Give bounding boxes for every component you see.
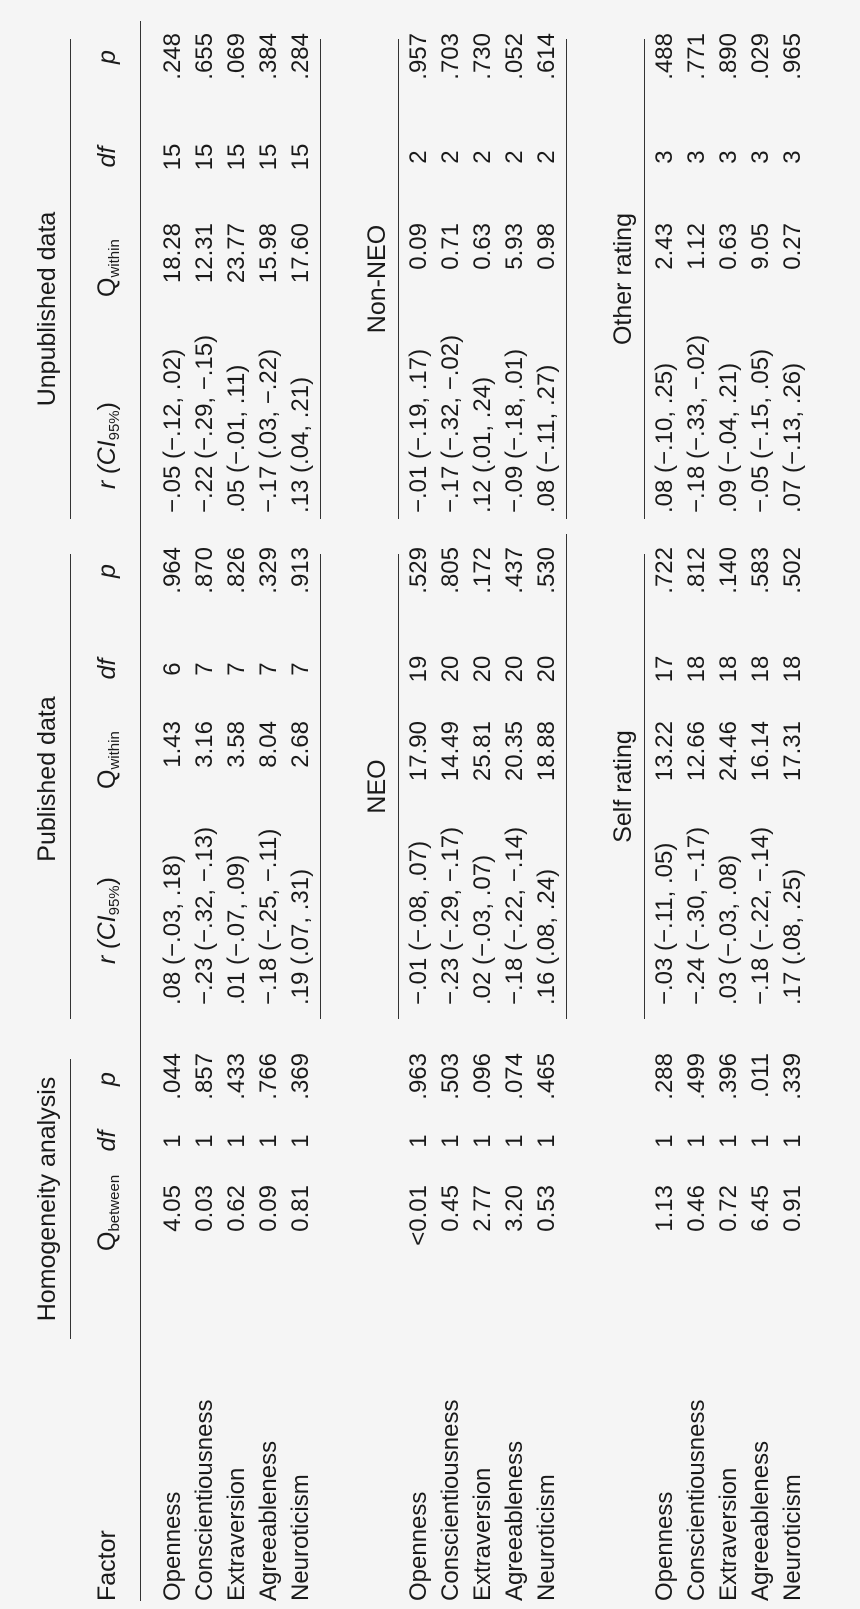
unpub-r-cell: .12 (.01, .24) — [469, 376, 496, 513]
pub-df-cell: 7 — [287, 662, 314, 676]
unpub-df-cell: 2 — [437, 150, 464, 164]
pub-q-cell: 1.43 — [159, 721, 186, 768]
unpub-r-cell: −.17 (−.32, −.02) — [437, 334, 464, 513]
pub-r-cell: .17 (.08, .25) — [779, 868, 806, 1005]
col-header-factor: Factor — [93, 1530, 121, 1601]
pub-r-cell: −.23 (−.32, −.13) — [191, 826, 218, 1005]
col-header-pub-q: $Q_{within}$ — [93, 731, 123, 789]
unpub-df-cell: 15 — [287, 143, 314, 171]
pub-p-cell: .502 — [779, 547, 806, 594]
section-label-published: NEO — [363, 759, 391, 814]
df-cell: 1 — [501, 1134, 528, 1148]
q-between-cell: 0.45 — [437, 1185, 464, 1232]
section-label-unpublished: Other rating — [609, 213, 637, 346]
section-rule — [398, 554, 399, 1019]
col-header-unpub-df: df — [93, 146, 121, 168]
pub-q-cell: 24.46 — [715, 721, 742, 782]
pub-df-cell: 18 — [715, 655, 742, 683]
df-cell: 1 — [405, 1134, 432, 1148]
factor-cell: Conscientiousness — [437, 1399, 464, 1601]
p-cell: .096 — [469, 1053, 496, 1100]
pub-df-cell: 20 — [437, 655, 464, 683]
pub-q-cell: 25.81 — [469, 721, 496, 782]
p-cell: .433 — [223, 1053, 250, 1100]
col-header-pub-r: r $(CI_{95\%})$ — [93, 877, 123, 964]
p-cell: .963 — [405, 1053, 432, 1100]
group-header-homogeneity: Homogeneity analysis — [33, 1076, 61, 1322]
factor-cell: Neuroticism — [287, 1474, 314, 1601]
p-cell: .503 — [437, 1053, 464, 1100]
factor-cell: Extraversion — [223, 1467, 250, 1601]
pub-r-cell: −.24 (−.30, −.17) — [683, 826, 710, 1005]
df-cell: 1 — [533, 1134, 560, 1148]
pub-df-cell: 20 — [501, 655, 528, 683]
unpub-q-cell: 15.98 — [255, 223, 282, 284]
pub-df-cell: 6 — [159, 662, 186, 676]
unpub-df-cell: 2 — [501, 150, 528, 164]
unpub-r-cell: .07 (−.13, .26) — [779, 362, 806, 513]
pub-p-cell: .826 — [223, 547, 250, 594]
factor-cell: Neuroticism — [779, 1474, 806, 1601]
unpub-df-cell: 3 — [747, 150, 774, 164]
pub-df-cell: 19 — [405, 655, 432, 683]
unpub-r-cell: −.22 (−.29, −.15) — [191, 334, 218, 513]
pub-p-cell: .812 — [683, 547, 710, 594]
pub-df-cell: 7 — [223, 662, 250, 676]
df-cell: 1 — [191, 1134, 218, 1148]
pub-r-cell: .03 (−.03, .08) — [715, 854, 742, 1005]
q-between-cell: 3.20 — [501, 1185, 528, 1232]
unpub-q-cell: 12.31 — [191, 223, 218, 284]
col-header-df: df — [93, 1130, 121, 1152]
p-cell: .465 — [533, 1053, 560, 1100]
pub-df-cell: 17 — [651, 655, 678, 683]
unpub-df-cell: 15 — [159, 143, 186, 171]
pub-p-cell: .172 — [469, 547, 496, 594]
q-between-cell: 0.72 — [715, 1185, 742, 1232]
pub-p-cell: .913 — [287, 547, 314, 594]
p-cell: .766 — [255, 1053, 282, 1100]
q-between-cell: 0.81 — [287, 1185, 314, 1232]
unpub-df-cell: 3 — [651, 150, 678, 164]
df-cell: 1 — [651, 1134, 678, 1148]
p-cell: .339 — [779, 1053, 806, 1100]
unpub-df-cell: 15 — [255, 143, 282, 171]
pub-df-cell: 20 — [533, 655, 560, 683]
q-between-cell: 2.77 — [469, 1185, 496, 1232]
pub-r-cell: .01 (−.07, .09) — [223, 854, 250, 1005]
col-header-q-between: $Q_{between}$ — [93, 1174, 123, 1251]
p-cell: .499 — [683, 1053, 710, 1100]
pub-r-cell: −.23 (−.29, −.17) — [437, 826, 464, 1005]
col-header-unpub-r: r $(CI_{95\%})$ — [93, 402, 123, 489]
factor-cell: Agreeableness — [747, 1440, 774, 1601]
pub-p-cell: .964 — [159, 547, 186, 594]
factor-cell: Conscientiousness — [191, 1399, 218, 1601]
unpub-df-cell: 15 — [191, 143, 218, 171]
unpub-p-cell: .890 — [715, 33, 742, 80]
df-cell: 1 — [223, 1134, 250, 1148]
df-cell: 1 — [683, 1134, 710, 1148]
unpub-r-cell: .13 (.04, .21) — [287, 376, 314, 513]
unpub-p-cell: .488 — [651, 33, 678, 80]
section-rule — [566, 534, 567, 1019]
col-header-p: p — [93, 1072, 121, 1086]
pub-r-cell: .19 (.07, .31) — [287, 868, 314, 1005]
pub-q-cell: 12.66 — [683, 721, 710, 782]
q-between-cell: 0.53 — [533, 1185, 560, 1232]
rule-homogeneity — [70, 1059, 71, 1339]
p-cell: .369 — [287, 1053, 314, 1100]
pub-q-cell: 17.90 — [405, 721, 432, 782]
pub-r-cell: −.18 (−.22, −.14) — [501, 826, 528, 1005]
unpub-p-cell: .384 — [255, 33, 282, 80]
factor-cell: Conscientiousness — [683, 1399, 710, 1601]
unpub-r-cell: .08 (−.11, .27) — [533, 364, 560, 513]
pub-p-cell: .437 — [501, 547, 528, 594]
q-between-cell: <0.01 — [405, 1185, 432, 1246]
pub-p-cell: .140 — [715, 547, 742, 594]
factor-cell: Agreeableness — [255, 1440, 282, 1601]
pub-p-cell: .805 — [437, 547, 464, 594]
col-header-pub-df: df — [93, 658, 121, 680]
unpub-p-cell: .614 — [533, 33, 560, 80]
df-cell: 1 — [255, 1134, 282, 1148]
rule-unpublished — [70, 39, 71, 519]
unpub-p-cell: .703 — [437, 33, 464, 80]
section-rule — [644, 554, 645, 1019]
unpub-q-cell: 18.28 — [159, 223, 186, 284]
unpub-p-cell: .771 — [683, 33, 710, 80]
unpub-p-cell: .248 — [159, 33, 186, 80]
df-cell: 1 — [287, 1134, 314, 1148]
unpub-q-cell: 0.09 — [405, 223, 432, 270]
unpub-r-cell: .05 (−.01, .11) — [223, 364, 250, 513]
unpub-r-cell: −.17 (.03, −.22) — [255, 348, 282, 513]
unpub-q-cell: 0.27 — [779, 223, 806, 270]
q-between-cell: 0.09 — [255, 1185, 282, 1232]
unpub-r-cell: −.05 (−.15, .05) — [747, 348, 774, 513]
unpub-r-cell: −.09 (−.18, .01) — [501, 348, 528, 513]
unpub-q-cell: 1.12 — [683, 223, 710, 270]
unpub-p-cell: .029 — [747, 33, 774, 80]
pub-r-cell: −.18 (−.22, −.14) — [747, 826, 774, 1005]
unpub-df-cell: 2 — [405, 150, 432, 164]
section-rule — [566, 39, 567, 519]
q-between-cell: 0.91 — [779, 1185, 806, 1232]
unpub-q-cell: 0.63 — [469, 223, 496, 270]
p-cell: .044 — [159, 1053, 186, 1100]
rule-published — [70, 554, 71, 1019]
unpub-df-cell: 2 — [533, 150, 560, 164]
unpub-p-cell: .655 — [191, 33, 218, 80]
unpub-df-cell: 15 — [223, 143, 250, 171]
pub-q-cell: 13.22 — [651, 721, 678, 782]
q-between-cell: 6.45 — [747, 1185, 774, 1232]
section-rule — [320, 554, 321, 1019]
q-between-cell: 4.05 — [159, 1185, 186, 1232]
header-rule — [140, 21, 141, 1601]
pub-df-cell: 20 — [469, 655, 496, 683]
unpub-r-cell: .09 (−.04, .21) — [715, 362, 742, 513]
df-cell: 1 — [715, 1134, 742, 1148]
q-between-cell: 0.03 — [191, 1185, 218, 1232]
factor-cell: Neuroticism — [533, 1474, 560, 1601]
section-label-published: Self rating — [609, 730, 637, 843]
p-cell: .011 — [747, 1053, 774, 1098]
pub-q-cell: 3.16 — [191, 721, 218, 768]
unpub-q-cell: 0.71 — [437, 223, 464, 270]
pub-df-cell: 7 — [191, 662, 218, 676]
p-cell: .857 — [191, 1053, 218, 1100]
unpub-q-cell: 5.93 — [501, 223, 528, 270]
unpub-p-cell: .957 — [405, 33, 432, 80]
pub-p-cell: .529 — [405, 547, 432, 594]
p-cell: .288 — [651, 1053, 678, 1100]
pub-p-cell: .583 — [747, 547, 774, 594]
pub-q-cell: 3.58 — [223, 721, 250, 768]
pub-p-cell: .870 — [191, 547, 218, 594]
factor-cell: Openness — [651, 1491, 678, 1601]
p-cell: .396 — [715, 1053, 742, 1100]
col-header-unpub-q: $Q_{within}$ — [93, 239, 123, 297]
pub-df-cell: 18 — [779, 655, 806, 683]
unpub-p-cell: .284 — [287, 33, 314, 80]
pub-p-cell: .722 — [651, 547, 678, 594]
unpub-df-cell: 3 — [683, 150, 710, 164]
group-header-unpublished: Unpublished data — [33, 211, 61, 407]
pub-df-cell: 18 — [747, 655, 774, 683]
unpub-r-cell: −.01 (−.19, .17) — [405, 348, 432, 513]
pub-q-cell: 20.35 — [501, 721, 528, 782]
pub-p-cell: .329 — [255, 547, 282, 594]
unpub-p-cell: .965 — [779, 33, 806, 80]
unpub-r-cell: .08 (−.10, .25) — [651, 362, 678, 513]
pub-r-cell: −.03 (−.11, .05) — [651, 842, 678, 1005]
pub-r-cell: −.01 (−.08, .07) — [405, 840, 432, 1005]
pub-q-cell: 18.88 — [533, 721, 560, 782]
pub-df-cell: 18 — [683, 655, 710, 683]
unpub-df-cell: 3 — [779, 150, 806, 164]
q-between-cell: 0.46 — [683, 1185, 710, 1232]
pub-r-cell: .08 (−.03, .18) — [159, 854, 186, 1005]
unpub-q-cell: 9.05 — [747, 223, 774, 270]
pub-q-cell: 16.14 — [747, 721, 774, 782]
q-between-cell: 0.62 — [223, 1185, 250, 1232]
pub-r-cell: −.18 (−.25, −.11) — [255, 828, 282, 1005]
df-cell: 1 — [469, 1134, 496, 1148]
group-header-published: Published data — [33, 696, 61, 862]
df-cell: 1 — [437, 1134, 464, 1148]
factor-cell: Openness — [405, 1491, 432, 1601]
unpub-r-cell: −.05 (−.12, .02) — [159, 348, 186, 513]
pub-q-cell: 14.49 — [437, 721, 464, 782]
pub-p-cell: .530 — [533, 547, 560, 594]
pub-df-cell: 7 — [255, 662, 282, 676]
pub-r-cell: .02 (−.03, .07) — [469, 854, 496, 1005]
col-header-unpub-p: p — [93, 50, 121, 64]
unpub-q-cell: 17.60 — [287, 223, 314, 284]
df-cell: 1 — [747, 1134, 774, 1148]
pub-q-cell: 8.04 — [255, 721, 282, 768]
unpub-q-cell: 23.77 — [223, 223, 250, 284]
df-cell: 1 — [779, 1134, 806, 1148]
df-cell: 1 — [159, 1134, 186, 1148]
factor-cell: Agreeableness — [501, 1440, 528, 1601]
section-rule — [398, 39, 399, 519]
unpub-p-cell: .052 — [501, 33, 528, 80]
unpub-df-cell: 2 — [469, 150, 496, 164]
factor-cell: Openness — [159, 1491, 186, 1601]
pub-r-cell: .16 (.08, .24) — [533, 868, 560, 1005]
unpub-p-cell: .730 — [469, 33, 496, 80]
unpub-r-cell: −.18 (−.33, −.02) — [683, 334, 710, 513]
pub-q-cell: 17.31 — [779, 721, 806, 782]
pub-q-cell: 2.68 — [287, 721, 314, 768]
unpub-q-cell: 0.63 — [715, 223, 742, 270]
p-cell: .074 — [501, 1053, 528, 1100]
section-rule — [320, 39, 321, 519]
unpub-q-cell: 0.98 — [533, 223, 560, 270]
section-label-unpublished: Non-NEO — [363, 224, 391, 334]
unpub-p-cell: .069 — [223, 33, 250, 80]
factor-cell: Extraversion — [469, 1467, 496, 1601]
unpub-df-cell: 3 — [715, 150, 742, 164]
section-rule — [644, 39, 645, 519]
unpub-q-cell: 2.43 — [651, 223, 678, 270]
col-header-pub-p: p — [93, 564, 121, 578]
factor-cell: Extraversion — [715, 1467, 742, 1601]
q-between-cell: 1.13 — [651, 1185, 678, 1232]
